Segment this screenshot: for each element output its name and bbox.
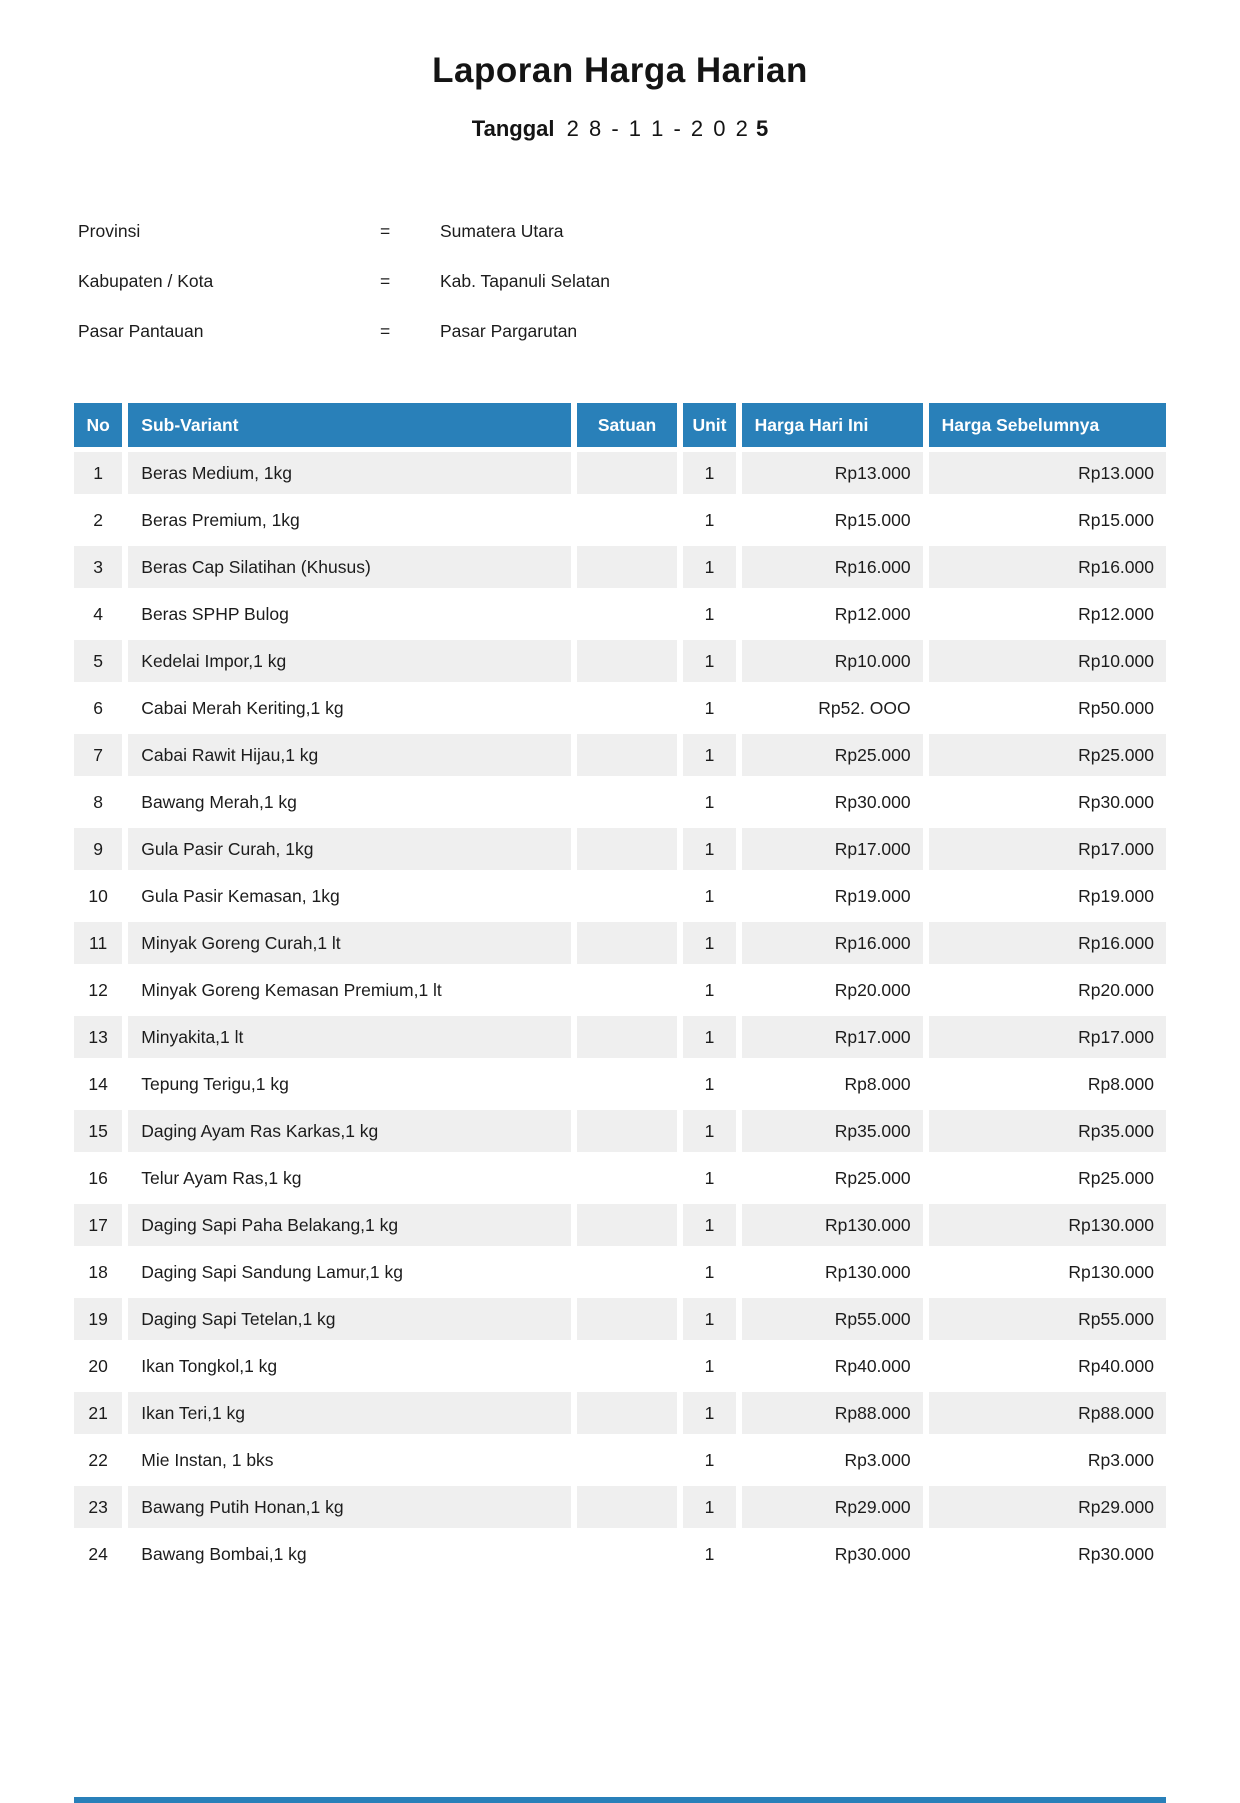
cell-unit: 1 [683, 875, 735, 917]
table-row [74, 1486, 1166, 1528]
cell-satuan [577, 828, 678, 870]
cell-unit: 1 [683, 640, 735, 682]
cell-sub-variant: Minyak Goreng Kemasan Premium,1 lt [128, 969, 571, 1011]
cell-no: 10 [74, 875, 122, 917]
price-table-body [74, 452, 1166, 1575]
cell-no: 24 [74, 1533, 122, 1575]
cell-harga-sebelumnya: Rp88.000 [929, 1392, 1166, 1434]
cell-sub-variant: Bawang Merah,1 kg [128, 781, 571, 823]
cell-satuan [577, 1439, 678, 1481]
cell-no: 14 [74, 1063, 122, 1105]
provinsi-label: Provinsi [78, 221, 141, 241]
cell-satuan [577, 734, 678, 776]
cell-harga-sebelumnya: Rp16.000 [929, 922, 1166, 964]
table-header-row [74, 403, 1166, 447]
table-row [74, 922, 1166, 964]
cell-harga-sebelumnya: Rp10.000 [929, 640, 1166, 682]
cell-unit: 1 [683, 546, 735, 588]
cell-harga-hari-ini: Rp130.000 [742, 1204, 923, 1246]
cell-unit: 1 [683, 1110, 735, 1152]
cell-sub-variant: Minyakita,1 lt [128, 1016, 571, 1058]
cell-no: 5 [74, 640, 122, 682]
cell-sub-variant: Gula Pasir Curah, 1kg [128, 828, 571, 870]
cell-unit: 1 [683, 1439, 735, 1481]
table-row [74, 546, 1166, 588]
table-row [74, 640, 1166, 682]
cell-harga-sebelumnya: Rp20.000 [929, 969, 1166, 1011]
cell-harga-sebelumnya: Rp25.000 [929, 734, 1166, 776]
table-row [74, 593, 1166, 635]
cell-sub-variant: Beras SPHP Bulog [128, 593, 571, 635]
cell-unit: 1 [683, 1016, 735, 1058]
cell-harga-sebelumnya: Rp55.000 [929, 1298, 1166, 1340]
cell-harga-sebelumnya: Rp13.000 [929, 452, 1166, 494]
table-row [74, 1110, 1166, 1152]
cell-sub-variant: Beras Medium, 1kg [128, 452, 571, 494]
cell-no: 3 [74, 546, 122, 588]
cell-unit: 1 [683, 1392, 735, 1434]
cell-harga-hari-ini: Rp29.000 [742, 1486, 923, 1528]
cell-unit: 1 [683, 1204, 735, 1246]
cell-satuan [577, 1063, 678, 1105]
cell-harga-hari-ini: Rp30.000 [742, 1533, 923, 1575]
cell-harga-sebelumnya: Rp30.000 [929, 781, 1166, 823]
cell-no: 8 [74, 781, 122, 823]
cell-sub-variant: Daging Ayam Ras Karkas,1 kg [128, 1110, 571, 1152]
cell-satuan [577, 1345, 678, 1387]
cell-sub-variant: Tepung Terigu,1 kg [128, 1063, 571, 1105]
table-row [74, 1298, 1166, 1340]
cell-no: 9 [74, 828, 122, 870]
header-no: No [74, 403, 122, 447]
cell-harga-hari-ini: Rp25.000 [742, 734, 923, 776]
table-row [74, 1204, 1166, 1246]
cell-no: 12 [74, 969, 122, 1011]
cell-sub-variant: Ikan Tongkol,1 kg [128, 1345, 571, 1387]
cell-satuan [577, 1110, 678, 1152]
table-row [74, 1392, 1166, 1434]
cell-sub-variant: Bawang Bombai,1 kg [128, 1533, 571, 1575]
header-sub-variant: Sub-Variant [128, 403, 571, 447]
cell-satuan [577, 1486, 678, 1528]
tanggal-value: 2 8 - 1 1 - 2 0 2 [566, 116, 750, 141]
cell-unit: 1 [683, 1345, 735, 1387]
cell-no: 7 [74, 734, 122, 776]
cell-harga-hari-ini: Rp8.000 [742, 1063, 923, 1105]
tanggal-value-last-digit: 5 [755, 116, 769, 141]
table-row [74, 969, 1166, 1011]
cell-sub-variant: Gula Pasir Kemasan, 1kg [128, 875, 571, 917]
cell-sub-variant: Kedelai Impor,1 kg [128, 640, 571, 682]
cell-no: 1 [74, 452, 122, 494]
cell-harga-hari-ini: Rp130.000 [742, 1251, 923, 1293]
cell-harga-sebelumnya: Rp17.000 [929, 1016, 1166, 1058]
table-row [74, 828, 1166, 870]
cell-harga-sebelumnya: Rp35.000 [929, 1110, 1166, 1152]
page-title: Laporan Harga Harian [432, 51, 808, 90]
cell-harga-sebelumnya: Rp15.000 [929, 499, 1166, 541]
cell-harga-hari-ini: Rp88.000 [742, 1392, 923, 1434]
cell-sub-variant: Bawang Putih Honan,1 kg [128, 1486, 571, 1528]
equals-sign: = [380, 221, 391, 241]
cell-no: 11 [74, 922, 122, 964]
cell-satuan [577, 875, 678, 917]
cell-unit: 1 [683, 1251, 735, 1293]
cell-sub-variant: Ikan Teri,1 kg [128, 1392, 571, 1434]
kabupaten-value: Kab. Tapanuli Selatan [440, 271, 610, 291]
report-date [0, 116, 1240, 142]
cell-harga-sebelumnya: Rp29.000 [929, 1486, 1166, 1528]
cell-sub-variant: Telur Ayam Ras,1 kg [128, 1157, 571, 1199]
cell-unit: 1 [683, 1063, 735, 1105]
cell-harga-hari-ini: Rp40.000 [742, 1345, 923, 1387]
cell-harga-sebelumnya: Rp30.000 [929, 1533, 1166, 1575]
table-row [74, 1063, 1166, 1105]
cell-no: 23 [74, 1486, 122, 1528]
cell-no: 2 [74, 499, 122, 541]
cell-harga-sebelumnya: Rp130.000 [929, 1251, 1166, 1293]
cell-sub-variant: Daging Sapi Sandung Lamur,1 kg [128, 1251, 571, 1293]
cell-harga-sebelumnya: Rp19.000 [929, 875, 1166, 917]
cell-sub-variant: Beras Cap Silatihan (Khusus) [128, 546, 571, 588]
equals-sign: = [380, 321, 391, 341]
cell-no: 6 [74, 687, 122, 729]
cell-satuan [577, 1298, 678, 1340]
cell-unit: 1 [683, 969, 735, 1011]
header-satuan: Satuan [577, 403, 678, 447]
cell-sub-variant: Cabai Rawit Hijau,1 kg [128, 734, 571, 776]
table-row [74, 734, 1166, 776]
cell-no: 20 [74, 1345, 122, 1387]
cell-satuan [577, 1533, 678, 1575]
cell-harga-hari-ini: Rp30.000 [742, 781, 923, 823]
cell-harga-sebelumnya: Rp50.000 [929, 687, 1166, 729]
cell-harga-sebelumnya: Rp8.000 [929, 1063, 1166, 1105]
cell-harga-hari-ini: Rp35.000 [742, 1110, 923, 1152]
cell-satuan [577, 781, 678, 823]
cell-unit: 1 [683, 499, 735, 541]
cell-unit: 1 [683, 1298, 735, 1340]
cell-satuan [577, 640, 678, 682]
cell-harga-hari-ini: Rp25.000 [742, 1157, 923, 1199]
cell-harga-sebelumnya: Rp17.000 [929, 828, 1166, 870]
cell-satuan [577, 687, 678, 729]
cell-satuan [577, 546, 678, 588]
cell-satuan [577, 969, 678, 1011]
provinsi-value: Sumatera Utara [440, 221, 564, 241]
cell-unit: 1 [683, 593, 735, 635]
cell-unit: 1 [683, 828, 735, 870]
cell-unit: 1 [683, 1486, 735, 1528]
pasar-value: Pasar Pargarutan [440, 321, 578, 341]
cell-satuan [577, 1016, 678, 1058]
table-row [74, 1439, 1166, 1481]
pasar-label: Pasar Pantauan [78, 321, 204, 341]
cell-no: 18 [74, 1251, 122, 1293]
cell-unit: 1 [683, 922, 735, 964]
cell-harga-hari-ini: Rp10.000 [742, 640, 923, 682]
cell-satuan [577, 1392, 678, 1434]
table-row [74, 499, 1166, 541]
cell-no: 15 [74, 1110, 122, 1152]
cell-unit: 1 [683, 781, 735, 823]
cell-harga-hari-ini: Rp15.000 [742, 499, 923, 541]
cell-harga-sebelumnya: Rp130.000 [929, 1204, 1166, 1246]
cell-no: 22 [74, 1439, 122, 1481]
cell-no: 19 [74, 1298, 122, 1340]
cell-unit: 1 [683, 452, 735, 494]
cell-no: 4 [74, 593, 122, 635]
cell-harga-hari-ini: Rp13.000 [742, 452, 923, 494]
cell-unit: 1 [683, 687, 735, 729]
next-page-table-header-strip [74, 1797, 1166, 1803]
table-row [74, 1251, 1166, 1293]
table-row [74, 781, 1166, 823]
header-unit: Unit [683, 403, 735, 447]
cell-sub-variant: Beras Premium, 1kg [128, 499, 571, 541]
info-row-kabupaten [78, 270, 1180, 320]
cell-harga-sebelumnya: Rp25.000 [929, 1157, 1166, 1199]
cell-sub-variant: Daging Sapi Tetelan,1 kg [128, 1298, 571, 1340]
cell-no: 13 [74, 1016, 122, 1058]
table-row [74, 1016, 1166, 1058]
cell-harga-sebelumnya: Rp16.000 [929, 546, 1166, 588]
cell-harga-hari-ini: Rp16.000 [742, 922, 923, 964]
cell-harga-hari-ini: Rp52. OOO [742, 687, 923, 729]
cell-unit: 1 [683, 1157, 735, 1199]
cell-no: 21 [74, 1392, 122, 1434]
info-block [0, 220, 1240, 370]
table-row [74, 1345, 1166, 1387]
cell-harga-sebelumnya: Rp12.000 [929, 593, 1166, 635]
cell-sub-variant: Cabai Merah Keriting,1 kg [128, 687, 571, 729]
cell-harga-hari-ini: Rp17.000 [742, 828, 923, 870]
cell-harga-hari-ini: Rp20.000 [742, 969, 923, 1011]
cell-harga-hari-ini: Rp55.000 [742, 1298, 923, 1340]
cell-unit: 1 [683, 1533, 735, 1575]
header-harga-hari-ini: Harga Hari Ini [742, 403, 923, 447]
cell-harga-hari-ini: Rp16.000 [742, 546, 923, 588]
cell-satuan [577, 1157, 678, 1199]
equals-sign: = [380, 271, 391, 291]
cell-harga-hari-ini: Rp12.000 [742, 593, 923, 635]
cell-sub-variant: Mie Instan, 1 bks [128, 1439, 571, 1481]
table-row [74, 687, 1166, 729]
cell-unit: 1 [683, 734, 735, 776]
cell-harga-hari-ini: Rp19.000 [742, 875, 923, 917]
cell-satuan [577, 499, 678, 541]
table-row [74, 875, 1166, 917]
cell-harga-sebelumnya: Rp3.000 [929, 1439, 1166, 1481]
info-row-provinsi [78, 220, 1180, 270]
cell-sub-variant: Daging Sapi Paha Belakang,1 kg [128, 1204, 571, 1246]
cell-harga-hari-ini: Rp3.000 [742, 1439, 923, 1481]
cell-satuan [577, 922, 678, 964]
cell-satuan [577, 593, 678, 635]
cell-no: 17 [74, 1204, 122, 1246]
cell-harga-sebelumnya: Rp40.000 [929, 1345, 1166, 1387]
header-harga-sebelumnya: Harga Sebelumnya [929, 403, 1166, 447]
kabupaten-label: Kabupaten / Kota [78, 271, 214, 291]
tanggal-label: Tanggal [471, 116, 555, 141]
price-table [68, 398, 1172, 1580]
table-row [74, 1533, 1166, 1575]
cell-satuan [577, 452, 678, 494]
table-row [74, 452, 1166, 494]
cell-satuan [577, 1204, 678, 1246]
cell-sub-variant: Minyak Goreng Curah,1 lt [128, 922, 571, 964]
cell-harga-hari-ini: Rp17.000 [742, 1016, 923, 1058]
cell-no: 16 [74, 1157, 122, 1199]
info-row-pasar [78, 320, 1180, 370]
cell-satuan [577, 1251, 678, 1293]
table-row [74, 1157, 1166, 1199]
